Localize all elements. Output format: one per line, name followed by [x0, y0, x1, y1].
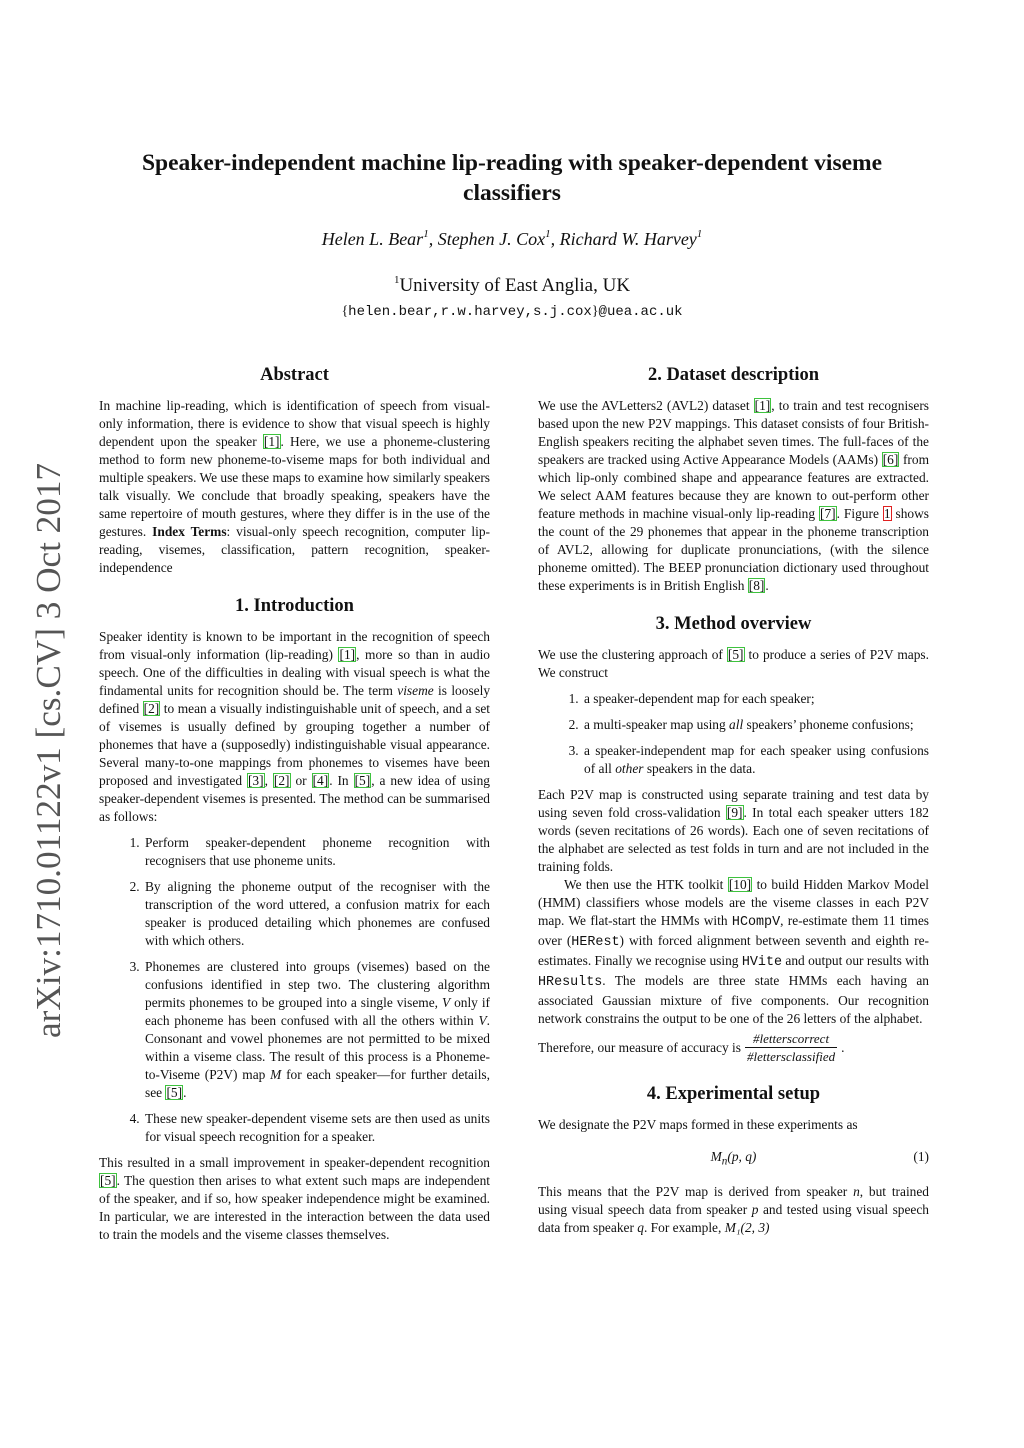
dataset-paragraph: We use the AVLetters2 (AVL2) dataset [1], to train and test recognisers based upon the new P2V mappings. This dataset consists of four British-English speakers reciting the alphabet seven times. The full-faces of the speakers are tracked using Active Appearance Models (AAMs) [6] from which lip-only combined shape and appearance features are extracted. We select AAM features because they are known to out-perform other feature methods in machine visual-only lip-reading [7]. Figure 1 shows the count of the 29 phonemes that appear in the phoneme transcription of AVL2, allowing for duplicate pronunciations, (with the silence phoneme omitted). The BEEP pronunciation dictionary used throughout these experiments is in British English [8]. — [538, 398, 929, 593]
list-item: 2. By aligning the phoneme output of the recogniser with the transcription of the word uttered, a confusion matrix for each speaker is produced detailing which phonemes are confused with which others. — [143, 878, 490, 950]
email-domain: @uea.ac.uk — [598, 304, 683, 320]
citation-link[interactable]: [3] — [247, 773, 264, 788]
list-item: 3. Phonemes are clustered into groups (visemes) based on the confusions identified in step two. The clustering algorithm permits phonemes to be grouped into a single viseme, V only if each phoneme has been confused with all the others within V. Consonant and vowel phonemes are not permitted to be mixed within a viseme class. The result of this process is a Phoneme-to-Viseme (P2V) map M for each speaker—for further details, see [5]. — [143, 958, 490, 1102]
setup-intro: We designate the P2V maps formed in these experiments as — [538, 1117, 858, 1132]
equation-symbol: M — [710, 1149, 722, 1164]
citation-link[interactable]: [9] — [726, 805, 743, 820]
author-name: Helen L. Bear — [321, 229, 424, 249]
abstract-text: In machine lip-reading, which is identification of speech from visual-only information, there is evidence to show that visual speech is highly dependent upon the speaker [1]. Here, we use a phoneme-clustering method to form new phoneme-to-viseme maps for both individual and multiple speakers. We use these maps to examine how similarly speakers talk visually. We conclude that broadly speaking, speakers have the same repertoire of mouth gestures, where they differ is in the use of the gestures. Index Terms: visual-only speech recognition, computer lip-reading, visemes, classification, pattern recognition, speaker-independence — [99, 398, 490, 575]
paper-title: Speaker-independent machine lip-reading with speaker-dependent viseme classifiers — [141, 150, 883, 206]
index-terms-label: Index Terms — [152, 524, 227, 539]
email-brace-close: } — [591, 304, 599, 319]
citation-link[interactable]: [8] — [748, 578, 765, 593]
accuracy-fraction — [745, 1030, 837, 1065]
list-item: 1. Perform speaker-dependent phoneme recognition with recognisers that use phoneme units. — [143, 834, 490, 870]
author-list: Helen L. Bear$^1$, Stephen J. Cox$^1$, Richard W. Harvey$^1$ — [321, 228, 703, 249]
affiliation — [110, 275, 914, 297]
equation-subscript: n — [721, 1155, 728, 1168]
intro-paragraph: Speaker identity is known to be important in the recognition of speech from visual-only information (lip-reading) [1], more so than in audio speech. One of the difficulties in dealing with visual speech is what the findamental units for recognition should be. The term viseme is loosely defined [2] to mean a visually indistinguishable unit of speech, and a set of visemes is usually defined by grouping together a number of phonemes that have a (supposedly) indistinguishable visual appearance. Several many-to-one mappings from phonemes to visemes have been proposed and investigated [3], [2] or [4]. In [5], a new idea of using speaker-dependent visemes is presented. The method can be summarised as follows: — [99, 629, 491, 824]
affiliation-text: University of East Anglia, UK — [399, 275, 631, 296]
citation-link[interactable]: [1] — [339, 647, 356, 662]
section-heading-dataset: 2. Dataset description — [647, 365, 820, 385]
citation-link[interactable]: [5] — [100, 1173, 116, 1188]
method-paragraph: Each P2V map is constructed using separate training and test data by using seven fold cross-validation [9]. In total each speaker utters 182 words (seven recitations of 26 words). Each one of seven recitations of the alphabet are selected as test folds in turn and are not included in the training folds. — [538, 787, 929, 874]
author-email — [110, 304, 914, 320]
code-token: HResults — [538, 975, 603, 990]
citation-link[interactable]: [7] — [820, 506, 836, 521]
equation-number: (1) — [913, 1149, 929, 1164]
citation-link[interactable]: [5] — [166, 1085, 183, 1100]
left-column — [99, 362, 490, 1244]
section-heading-introduction: 1. Introduction — [235, 596, 354, 616]
author-affil-mark: 1 — [545, 228, 551, 240]
intro-paragraph: This resulted in a small improvement in speaker-dependent recognition [5]. The question then arises to what extent such maps are independent of the speaker, and if so, how speaker independence might be examined. In particular, we are interested in the interaction between the data used to train the models and the viseme classes themselves. — [99, 1155, 490, 1242]
code-token: HERest — [571, 935, 620, 950]
figure-link[interactable]: 1 — [883, 506, 891, 521]
citation-link[interactable]: [1] — [754, 398, 771, 413]
list-item: 4. These new speaker-dependent viseme sets are then used as units for visual speech recognition for a speaker. — [143, 1110, 490, 1146]
method-paragraph: We then use the HTK toolkit [10] to build Hidden Markov Model (HMM) classifiers whose models are the viseme classes in each P2V map. We flat-start the HMMs with HCompV, re-estimate them 11 times over (HERest) with forced alignment between seventh and eighth re-estimates. Finally we recognise using HVite and output our results with HResults. The models are three state HMMs each having an associated Gaussian mixture of five components. Our recognition network constrains the output to be one of the 26 letters of the alphabet. — [538, 877, 929, 1026]
author-name: Stephen J. Cox — [437, 229, 546, 249]
setup-paragraph: This means that the P2V map is derived from speaker n, but trained using visual speech data from speaker p and tested using visual speech data from speaker q. For example, M₁(2, 3) — [538, 1183, 929, 1235]
citation-link[interactable]: [4] — [312, 773, 329, 788]
code-token: HCompV — [731, 915, 781, 930]
citation-link[interactable]: [5] — [354, 773, 371, 788]
citation-link[interactable]: [2] — [273, 773, 290, 788]
code-token: HVite — [741, 955, 783, 970]
index-terms: : visual-only speech recognition, computer lip-reading, visemes, classification, pattern recognition, speaker-independence — [99, 524, 490, 575]
method-steps-list — [99, 834, 490, 1146]
arxiv-stamp — [16, 460, 76, 1040]
citation-link[interactable]: [6] — [882, 452, 899, 467]
email-users: helen.bear,r.w.harvey,s.j.cox — [348, 304, 592, 320]
list-item: 3. a speaker-independent map for each speaker using confusions of all other speakers in the data. — [582, 742, 929, 778]
right-column — [538, 362, 929, 1237]
accuracy-label: Therefore, our measure of accuracy is — [538, 1039, 741, 1055]
citation-link[interactable]: [5] — [727, 647, 744, 662]
author-affil-mark: 1 — [423, 228, 429, 240]
method-intro: We use the clustering approach of [5] to produce a series of P2V maps. We construct — [538, 647, 929, 680]
author-affil-mark: 1 — [696, 228, 703, 240]
email-brace-open: { — [341, 304, 349, 319]
list-item: 2. a multi-speaker map using all speakers’ phoneme confusions; — [582, 716, 929, 734]
citation-link[interactable]: [10] — [728, 877, 752, 892]
abstract-heading: Abstract — [260, 365, 329, 385]
arxiv-stamp-text: arXiv:1710.01122v1 [cs.CV] 3 Oct 2017 — [29, 465, 68, 1038]
fraction-denominator: #lettersclassified — [746, 1049, 836, 1064]
list-item: 1. a speaker-dependent map for each speaker; — [582, 690, 929, 708]
citation-link[interactable]: [1] — [263, 434, 280, 449]
equation-args: (p, q) — [727, 1149, 757, 1164]
fraction-numerator: #letterscorrect — [745, 1030, 837, 1048]
section-heading-method: 3. Method overview — [655, 614, 812, 634]
accuracy-formula: Therefore, our measure of accuracy is $\frac{\text{\#letterscorrect}}{\text{\#lettersclassified}}$ . — [538, 1031, 845, 1064]
equation-1 — [538, 1148, 929, 1171]
section-heading-setup: 4. Experimental setup — [646, 1084, 821, 1104]
author-name: Richard W. Harvey — [559, 229, 697, 249]
affiliation-mark: 1 — [393, 273, 400, 286]
map-types-list — [538, 690, 929, 778]
citation-link[interactable]: [2] — [143, 701, 160, 716]
